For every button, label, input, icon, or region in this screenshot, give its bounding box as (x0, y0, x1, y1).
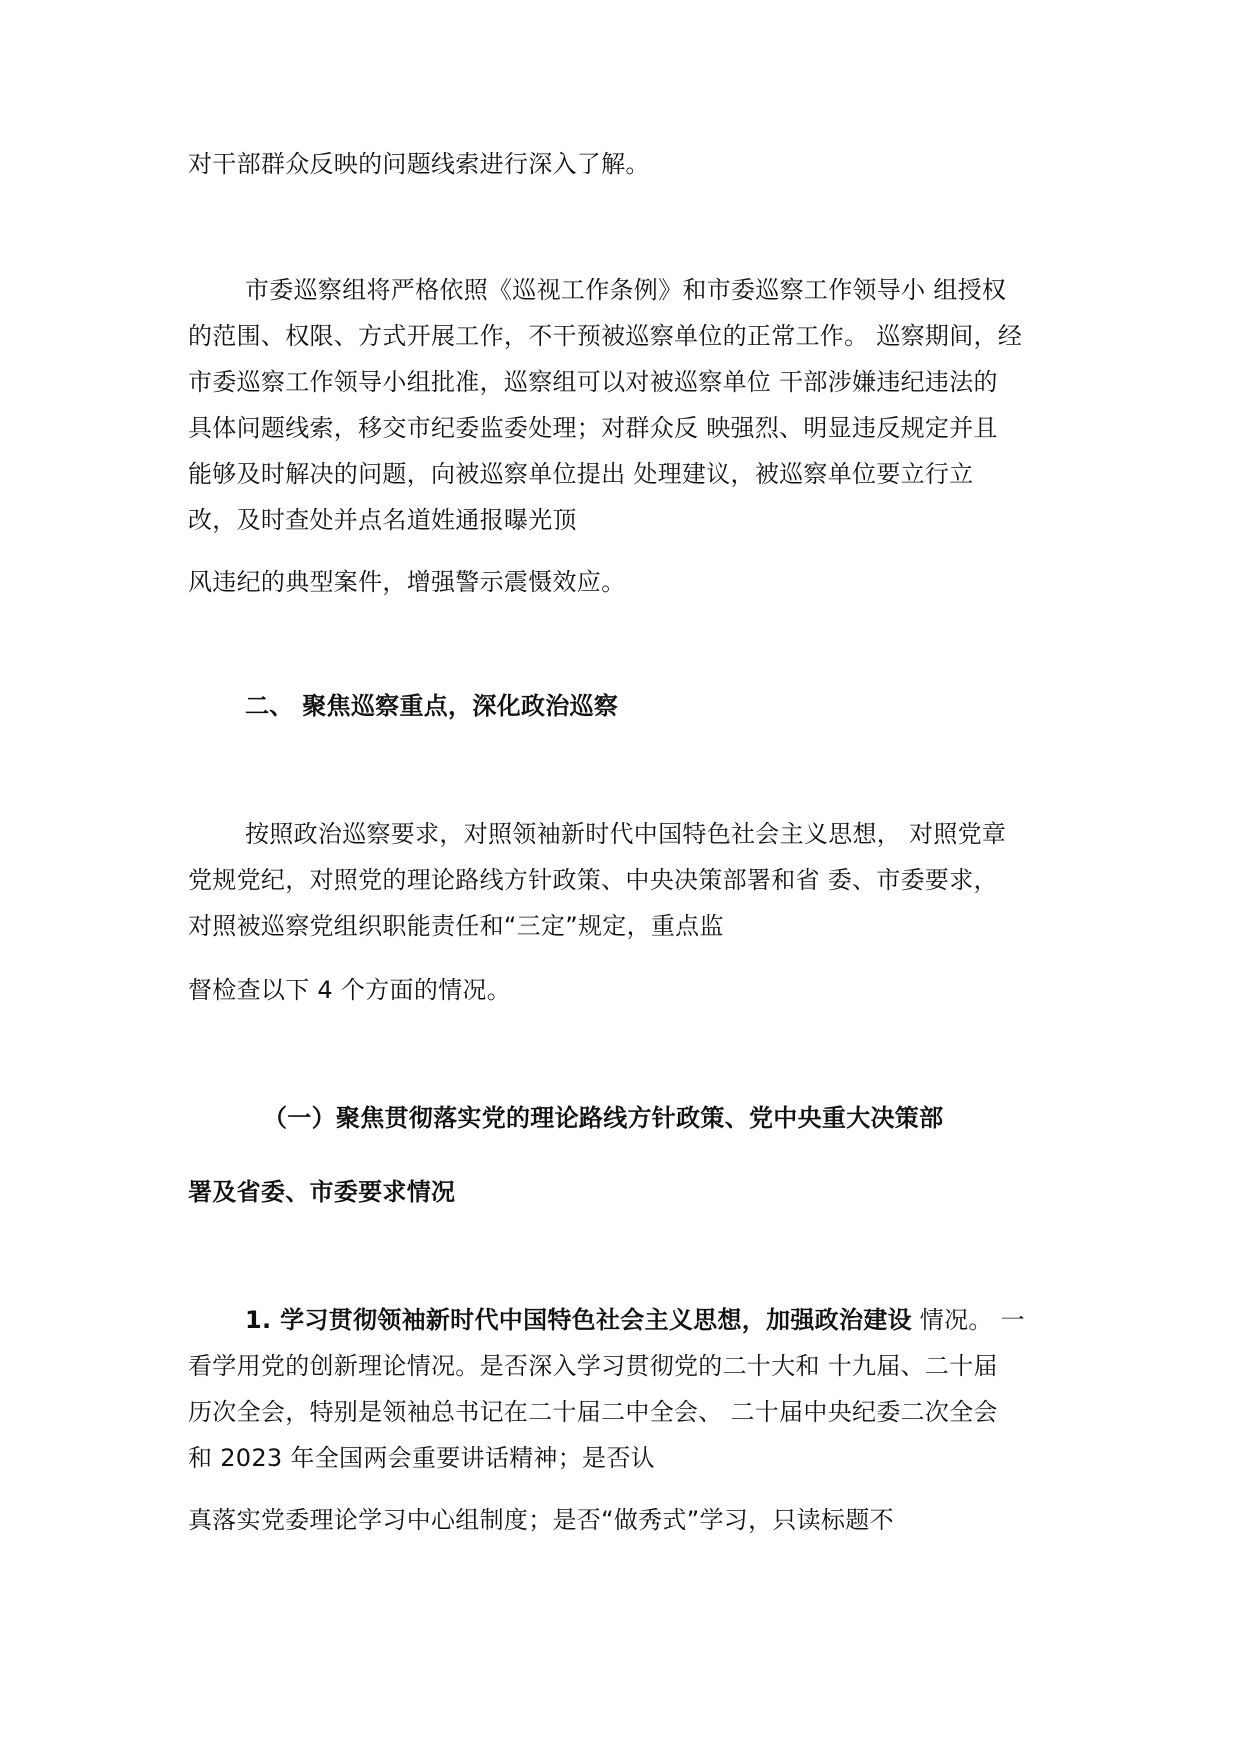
subheading-1-line-2: 署及省委、市委要求情况 (188, 1178, 456, 1206)
paragraph-1-line-1: 对干部群众反映的问题线索进行深入了解。 (188, 150, 650, 178)
paragraph-2-line-4: 具体问题线索，移交市纪委监委处理；对群众反 映强烈、明显违反规定并且 (188, 414, 998, 442)
paragraph-4-line-3: 历次全会，特别是领袖总书记在二十届二中全会、 二十届中央纪委二次全会 (188, 1398, 998, 1426)
paragraph-4-line-4: 和 2023 年全国两会重要讲话精神；是否认 (188, 1444, 655, 1472)
paragraph-4-line-1-rest: 情况。 一 (911, 1306, 1025, 1334)
paragraph-2-line-5: 能够及时解决的问题，向被巡察单位提出 处理建议，被巡察单位要立行立 (188, 460, 974, 488)
paragraph-3-line-2: 党规党纪，对照党的理论路线方针政策、中央决策部署和省 委、市委要求， (188, 866, 998, 894)
paragraph-2-line-1: 市委巡察组将严格依照《巡视工作条例》和市委巡察工作领导小 组授权 (245, 276, 1007, 304)
paragraph-2-line-3: 市委巡察工作领导小组批准，巡察组可以对被巡察单位 干部涉嫌违纪违法的 (188, 368, 998, 396)
paragraph-2-line-2: 的范围、权限、方式开展工作，不干预被巡察单位的正常工作。 巡察期间，经 (188, 322, 1023, 350)
paragraph-3-line-1: 按照政治巡察要求，对照领袖新时代中国特色社会主义思想， 对照党章 (245, 820, 1007, 848)
subheading-1-line-1: （一）聚焦贯彻落实党的理论路线方针政策、党中央重大决策部 (263, 1104, 944, 1132)
paragraph-4-bold-lead: 1. 学习贯彻领袖新时代中国特色社会主义思想，加强政治建设 (245, 1306, 912, 1334)
paragraph-4-line-5: 真落实党委理论学习中心组制度；是否“做秀式”学习，只读标题不 (188, 1506, 894, 1534)
paragraph-3-line-4: 督检查以下 4 个方面的情况。 (188, 976, 512, 1004)
paragraph-2-line-7: 风违纪的典型案件，增强警示震慑效应。 (188, 568, 626, 596)
section-heading-2: 二、 聚焦巡察重点，深化政治巡察 (245, 692, 619, 720)
paragraph-4-line-1 (245, 1304, 1025, 1336)
paragraph-2-line-6: 改，及时查处并点名道姓通报曝光顶 (188, 506, 577, 534)
paragraph-4-line-2: 看学用党的创新理论情况。是否深入学习贯彻党的二十大和 十九届、二十届 (188, 1352, 998, 1380)
paragraph-3-line-3: 对照被巡察党组织职能责任和“三定”规定，重点监 (188, 912, 724, 940)
